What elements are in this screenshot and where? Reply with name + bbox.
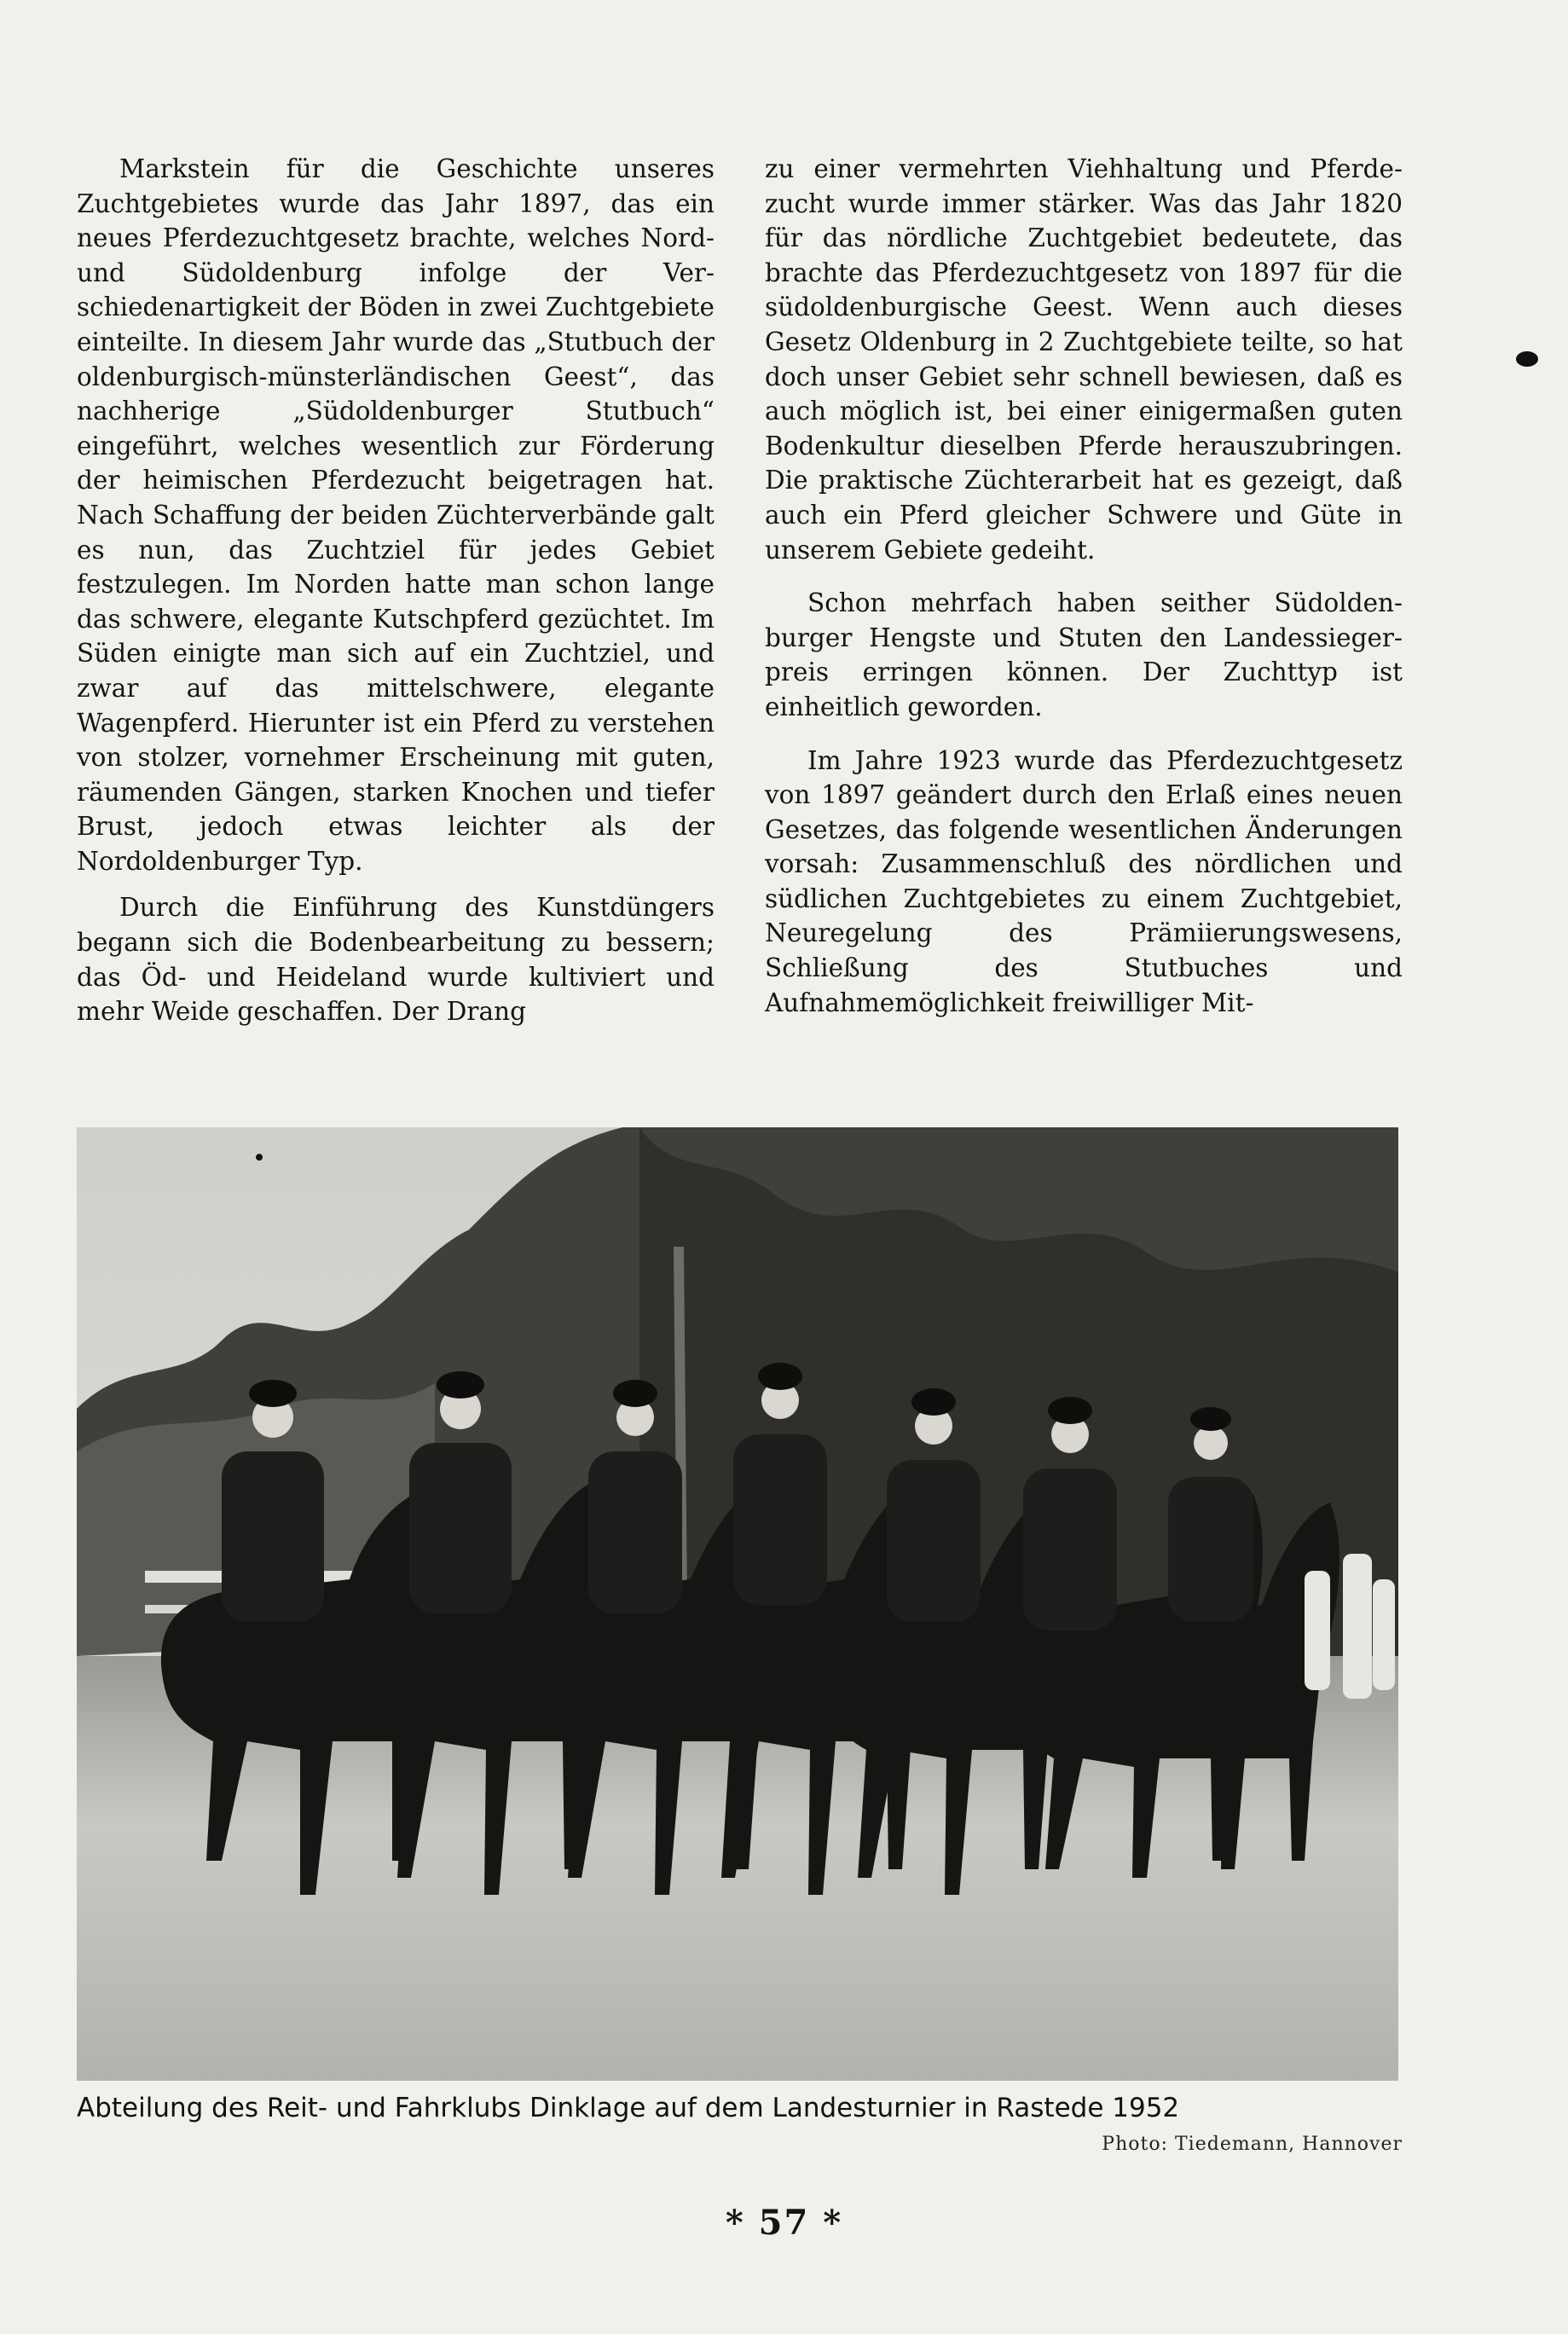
photograph-riders-on-horses-icon — [77, 1127, 1398, 2081]
riders-photograph — [77, 1127, 1398, 2081]
photo-caption: Abteilung des Reit- und Fahrklubs Dinklage auf dem Landesturnier in Rastede 1952 — [77, 2093, 1180, 2123]
ink-speck — [256, 1154, 263, 1161]
right-text-column — [765, 152, 1403, 1020]
ink-speck — [1516, 351, 1538, 367]
left-text-column — [77, 152, 715, 1029]
paragraph: Durch die Einführung des Kunstdüngers begann sich die Bodenbearbeitung zu bessern; das Öd- und Heideland wurde kultiviert und mehr Weide geschaffen. Der Drang — [77, 893, 715, 1027]
paragraph: Schon mehrfach haben seither Südoldenburger Hengste und Stuten den Landessiegerpreis erringen können. Der Zuchttyp ist einheitlich geworden. — [765, 588, 1403, 721]
paragraph: Markstein für die Geschichte unseres Zuchtgebietes wurde das Jahr 1897, das ein neues Pferdezuchtgesetz brachte, welches Nord- und Südoldenburg infolge der Verschiedenartigkeit der Böden in zwei Zuchtgebiete einteilte. In diesem Jahr wurde das „Stutbuch der oldenburgisch-münsterländischen Geest“, das nachherige „Südoldenburger Stutbuch“ eingeführt, welches wesentlich zur Förderung der heimischen Pferdezucht beigetragen hat. Nach Schaffung der beiden Züchterverbände galt es nun, das Zuchtziel für jedes Gebiet festzulegen. Im Norden hatte man schon lange das schwere, elegante Kutschpferd gezüchtet. Im Süden einigte man sich auf ein Zuchtziel, und zwar auf das mittelschwere, elegante Wagenpferd. Hierunter ist ein Pferd zu verstehen von stolzer, vornehmer Erscheinung mit guten, räumenden Gängen, starken Knochen und tiefer Brust, jedoch etwas leichter als der Nordoldenburger Typ. — [77, 154, 715, 876]
photo-credit: Photo: Tiedemann, Hannover — [1102, 2134, 1403, 2155]
page-number: * 57 * — [725, 2203, 843, 2243]
paragraph: zu einer vermehrten Viehhaltung und Pferdezucht wurde immer stärker. Was das Jahr 1820 für das nördliche Zuchtgebiet bedeutete, das brachte das Pferdezuchtgesetz von 1897 für die südoldenburgische Geest. Wenn auch dieses Gesetz Oldenburg in 2 Zuchtgebiete teilte, so hat doch unser Gebiet sehr schnell bewiesen, daß es auch möglich ist, bei einer einigermaßen guten Bodenkultur dieselben Pferde herauszubringen. Die praktische Züchterarbeit hat es gezeigt, daß auch ein Pferd gleicher Schwere und Güte in unserem Gebiete gedeiht. — [765, 154, 1403, 565]
paragraph: Im Jahre 1923 wurde das Pferdezuchtgesetz von 1897 geändert durch den Erlaß eines neuen Gesetzes, das folgende wesentlichen Änderungen vorsah: Zusammenschluß des nördlichen und südlichen Zuchtgebietes zu einem Zuchtgebiet, Neuregelung des Prämiierungswesens, Schließung des Stutbuches und Aufnahmemöglichkeit freiwilliger Mit- — [765, 745, 1403, 1017]
